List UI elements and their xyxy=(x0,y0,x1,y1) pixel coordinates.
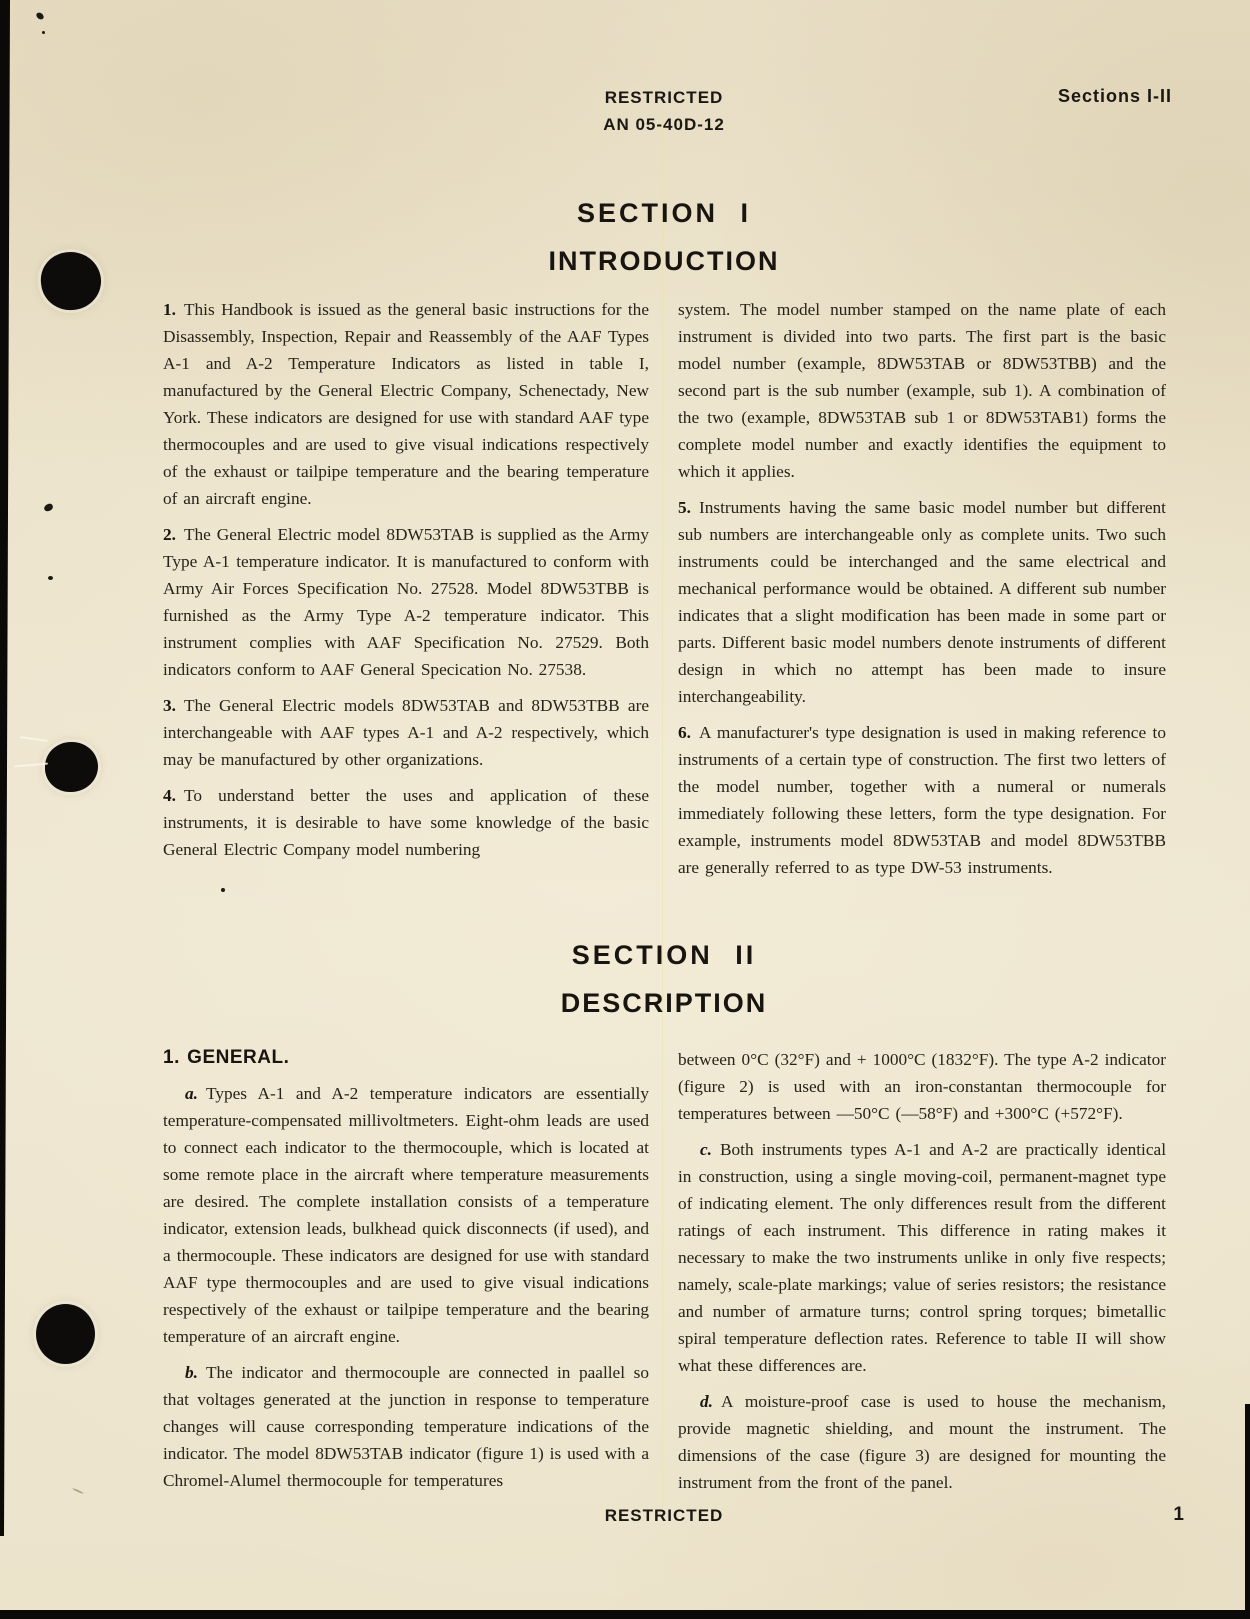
header-section-ref: Sections I-II xyxy=(1057,86,1172,106)
paragraph-number: 5. xyxy=(678,498,691,517)
paragraph-text: system. The model number stamped on the name plate of each instrument is divided into two parts. The first part is the basic model number (example, 8DW53TAB or 8DW53TBB) and the second part is the sub number (example, sub 1). A combination of the two (example, 8DW53TAB sub 1 or 8DW53TAB1) forms the complete model number and exactly identifies the equipment to which it applies. xyxy=(678,300,1166,481)
scan-fold-line xyxy=(662,110,663,1510)
paragraph-d xyxy=(678,1388,1166,1496)
paragraph-number: 2. xyxy=(163,525,176,544)
section2-right-column xyxy=(678,1046,1166,1496)
hole-punch xyxy=(38,249,105,314)
paragraph-text: The General Electric models 8DW53TAB and 8DW53TBB are interchangeable with AAF types A-1 and A-2 respectively, which may be manufactured by other organizations. xyxy=(163,696,649,769)
header-doc-number: AN 05-40D-12 xyxy=(603,115,725,134)
paper-speck xyxy=(48,576,53,580)
paragraph-letter: b. xyxy=(185,1363,198,1382)
paper-crack xyxy=(14,763,48,768)
hole-punch xyxy=(45,742,98,792)
paragraph-4-continued xyxy=(678,296,1166,485)
paragraph-number: 6. xyxy=(678,723,691,742)
paragraph-3 xyxy=(163,692,649,773)
paper-speck xyxy=(72,1488,84,1495)
paragraph-number: 1. xyxy=(163,300,176,319)
paragraph-c xyxy=(678,1136,1166,1379)
scan-edge-right xyxy=(1245,1404,1250,1619)
page-number: 1 xyxy=(1173,1504,1184,1525)
paragraph-text: The indicator and thermocouple are connected in paallel so that voltages generated at the junction in response to temperature changes will cause corresponding temperature indications of the indicator. The model 8DW53TAB indicator (figure 1) is used with a Chromel-Alumel thermocouple for temperatures xyxy=(163,1363,649,1490)
paragraph-a xyxy=(163,1080,649,1350)
paper-speck xyxy=(35,11,45,21)
section1-subtitle: INTRODUCTION xyxy=(548,246,780,276)
paragraph-text: Both instruments types A-1 and A-2 are practically identical in construction, using a single moving-coil, permanent-magnet type of indicating element. The only differences result from the different ratings of each instrument. This difference in rating makes it necessary to make the two instruments unlike in only five respects; namely, scale-plate markings; value of series resistors; the resistance and number of armature turns; control spring torques; bimetallic spiral temperature deflection rates. Reference to table II will show what these differences are. xyxy=(678,1140,1166,1375)
section1-left-column xyxy=(163,296,649,863)
paragraph-number: 4. xyxy=(163,786,176,805)
section1-title: SECTION I xyxy=(576,198,751,228)
section2-left-column xyxy=(163,1044,649,1494)
section2-title: SECTION II xyxy=(571,940,757,970)
paragraph-letter: d. xyxy=(700,1392,713,1411)
paragraph-2 xyxy=(163,521,649,683)
paragraph-5 xyxy=(678,494,1166,710)
paragraph-text: A manufacturer's type designation is used in making reference to instruments of a certain type of construction. The first two letters of the model number, together with a numeral or numerals immediately following these letters, form the type designation. For example, instruments model 8DW53TAB and model 8DW53TBB are generally referred to as type DW-53 instruments. xyxy=(678,723,1166,877)
section1-right-column xyxy=(678,296,1166,881)
paper-speck xyxy=(43,503,54,512)
paragraph-b xyxy=(163,1359,649,1494)
paragraph-text: Types A-1 and A-2 temperature indicators are essentially temperature-compensated millivoltmeters. Eight-ohm leads are used to connect each indicator to the thermocouple, which is located at some remote place in the aircraft where temperature measurements are desired. The complete installation consists of a temperature indicator, extension leads, bulkhead quick disconnects (if used), and a thermocouple. These indicators are designed for use with standard AAF type thermocouples and are used to give visual indications respectively of the exhaust or tailpipe temperature and the bearing temperature of an aircraft engine. xyxy=(163,1084,649,1346)
paper-speck xyxy=(221,888,225,892)
paragraph-text: A moisture-proof case is used to house the mechanism, provide magnetic shielding, and mount the instrument. The dimensions of the case (figure 3) are designed for mounting the instrument from the front of the panel. xyxy=(678,1392,1166,1492)
paper-speck xyxy=(42,31,45,34)
paragraph-b-continued xyxy=(678,1046,1166,1127)
hole-punch xyxy=(36,1304,95,1364)
scan-edge-bottom xyxy=(0,1610,1250,1619)
section2-subtitle: DESCRIPTION xyxy=(560,988,768,1018)
section1-heading xyxy=(163,196,1165,278)
paragraph-text: The General Electric model 8DW53TAB is supplied as the Army Type A-1 temperature indicator. It is manufactured to conform with Army Air Forces Specification No. 27528. Model 8DW53TBB is furnished as the Army Type A-2 temperature indicator. This instrument complies with AAF Specification No. 27529. Both indicators conform to AAF General Specication No. 27538. xyxy=(163,525,649,679)
paragraph-text: Instruments having the same basic model number but different sub numbers are interchangeable only as complete units. Two such instruments could be interchanged and the same electrical and mechanical performance would be obtained. A different sub number indicates that a slight modification has been made in some part or parts. Different basic model numbers denote instruments of different design in which no attempt has been made to insure interchangeability. xyxy=(678,498,1166,706)
paragraph-text: To understand better the uses and application of these instruments, it is desirable to have some knowledge of the basic General Electric Company model numbering xyxy=(163,786,649,859)
scan-edge-left xyxy=(0,0,10,1536)
paragraph-6 xyxy=(678,719,1166,881)
paragraph-letter: a. xyxy=(185,1084,198,1103)
header-classification: RESTRICTED xyxy=(604,88,724,107)
section2-heading xyxy=(163,938,1165,1020)
paragraph-number: 3. xyxy=(163,696,176,715)
general-heading: 1. GENERAL. xyxy=(163,1047,290,1068)
paragraph-1 xyxy=(163,296,649,512)
footer-classification: RESTRICTED xyxy=(604,1506,724,1525)
paragraph-text: This Handbook is issued as the general basic instructions for the Disassembly, Inspection, Repair and Reassembly of the AAF Types A-1 and A-2 Temperature Indicators as listed in table I, manufactured by the General Electric Company, Schenectady, New York. These indicators are designed for use with standard AAF type thermocouples and are used to give visual indications respectively of the exhaust or tailpipe temperature and the bearing temperature of an aircraft engine. xyxy=(163,300,649,508)
paragraph-text: between 0°C (32°F) and + 1000°C (1832°F). The type A-2 indicator (figure 2) is used with an iron-constantan thermocouple for temperatures between —50°C (—58°F) and +300°C (+572°F). xyxy=(678,1050,1166,1123)
paragraph-letter: c. xyxy=(700,1140,712,1159)
paragraph-4 xyxy=(163,782,649,863)
paper-crack xyxy=(20,736,48,742)
